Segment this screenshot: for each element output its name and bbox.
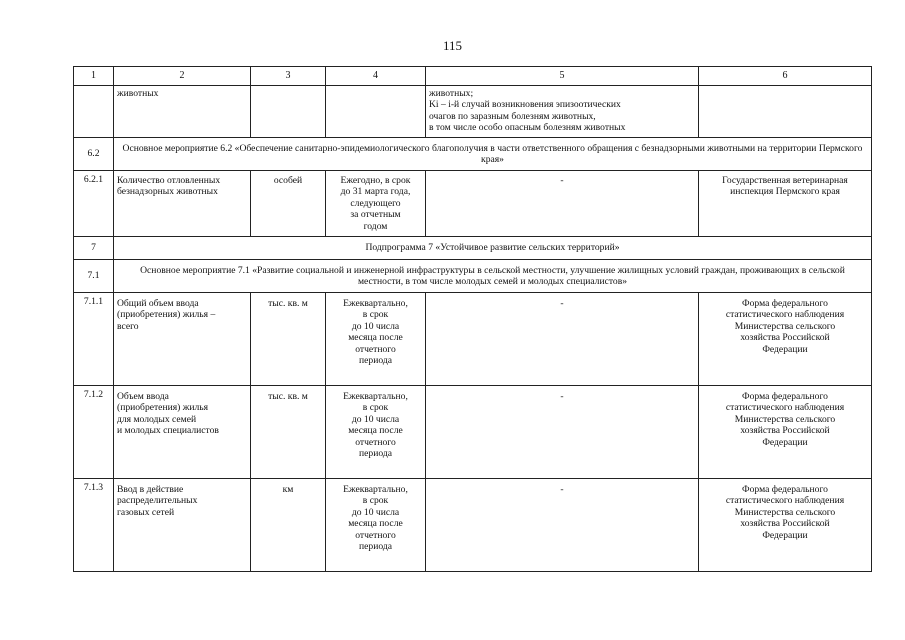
indicator-name bbox=[114, 293, 251, 386]
text-line: до 10 числа bbox=[351, 320, 400, 332]
text-line: для молодых семей bbox=[117, 413, 197, 425]
continuation-row bbox=[74, 86, 872, 138]
text-line: газовых сетей bbox=[117, 506, 175, 518]
text-line: периода bbox=[359, 355, 392, 367]
text-line: за отчетным bbox=[350, 209, 401, 221]
section-row-6-2 bbox=[74, 138, 872, 171]
text-line: в срок bbox=[362, 402, 389, 414]
text-line: статистического наблюдения bbox=[725, 309, 845, 321]
text-line: периода bbox=[359, 448, 392, 460]
header-cell-4: 4 bbox=[326, 67, 426, 86]
section-number: 7.1 bbox=[74, 260, 114, 293]
deadline bbox=[326, 479, 426, 572]
deadline bbox=[326, 293, 426, 386]
row-number: 7.1.3 bbox=[74, 479, 114, 572]
text-line: в срок bbox=[362, 495, 389, 507]
header-cell-6: 6 bbox=[699, 67, 872, 86]
calculation-method: - bbox=[426, 293, 699, 386]
subprogram-number: 7 bbox=[74, 237, 114, 260]
text-line: отчетного bbox=[355, 436, 396, 448]
data-source bbox=[699, 386, 872, 479]
text-line: Форма федерального bbox=[742, 484, 828, 495]
text-line: в том числе особо опасным болезням животных bbox=[429, 122, 626, 134]
text-line: Министерства сельского bbox=[734, 320, 836, 332]
text-line: следующего bbox=[350, 197, 401, 209]
text-line: Форма федерального bbox=[742, 298, 828, 309]
text-line: статистического наблюдения bbox=[725, 402, 845, 414]
text-line: до 10 числа bbox=[351, 506, 400, 518]
section-title: Основное мероприятие 7.1 «Развитие социальной и инженерной инфраструктуры в сельской местности, улучшение жилищных условий граждан, проживающих в сельской местности, в том числе молодых семей и молодых специалистов» bbox=[114, 260, 872, 293]
calculation-method: - bbox=[426, 386, 699, 479]
table-row-7-1-3 bbox=[74, 479, 872, 572]
text-line: Федерации bbox=[762, 343, 808, 355]
text-line: отчетного bbox=[355, 343, 396, 355]
continuation-name: животных bbox=[114, 86, 251, 138]
section-number: 6.2 bbox=[74, 138, 114, 171]
header-cell-1: 1 bbox=[74, 67, 114, 86]
unit: км bbox=[251, 479, 326, 572]
text-line: Ki – i-й случай возникновения эпизоотических bbox=[429, 99, 621, 111]
deadline bbox=[326, 386, 426, 479]
unit: тыс. кв. м bbox=[251, 386, 326, 479]
page-number: 115 bbox=[442, 38, 463, 53]
text-line: Ежегодно, в срок bbox=[340, 175, 411, 186]
text-line: до 31 марта года, bbox=[340, 186, 411, 198]
text-line: отчетного bbox=[355, 529, 396, 541]
text-line: месяца после bbox=[348, 425, 403, 437]
text-line: Министерства сельского bbox=[734, 413, 836, 425]
calculation-method: - bbox=[426, 479, 699, 572]
unit: тыс. кв. м bbox=[251, 293, 326, 386]
text-line: Форма федерального bbox=[742, 391, 828, 402]
indicator-name bbox=[114, 479, 251, 572]
text-line: и молодых специалистов bbox=[117, 425, 219, 437]
cell-empty bbox=[74, 86, 114, 138]
continuation-method bbox=[426, 86, 699, 138]
header-cell-5: 5 bbox=[426, 67, 699, 86]
data-source bbox=[699, 171, 872, 237]
text-line: (приобретения) жилья bbox=[117, 402, 209, 414]
table-row-7-1-1 bbox=[74, 293, 872, 386]
text-line: хозяйства Российской bbox=[740, 332, 830, 344]
unit: особей bbox=[251, 171, 326, 237]
text-line: Министерства сельского bbox=[734, 506, 836, 518]
header-cell-2: 2 bbox=[114, 67, 251, 86]
text-line: месяца после bbox=[348, 518, 403, 530]
cell-empty bbox=[251, 86, 326, 138]
section-row-7-1 bbox=[74, 260, 872, 293]
text-line: Общий объем ввода bbox=[117, 298, 199, 309]
text-line: Государственная ветеринарная bbox=[722, 175, 848, 186]
subprogram-row-7 bbox=[74, 237, 872, 260]
subprogram-title: Подпрограмма 7 «Устойчивое развитие сельских территорий» bbox=[114, 237, 872, 260]
data-source bbox=[699, 479, 872, 572]
text-line: Ввод в действие bbox=[117, 484, 184, 495]
text-line: Объем ввода bbox=[117, 391, 169, 402]
text-line: животных; bbox=[429, 88, 474, 99]
text-line: очагов по заразным болезням животных, bbox=[429, 110, 596, 122]
text-line: Ежеквартально, bbox=[343, 391, 408, 402]
row-number: 7.1.2 bbox=[74, 386, 114, 479]
data-source bbox=[699, 293, 872, 386]
text-line: Ежеквартально, bbox=[343, 484, 408, 495]
table-row-7-1-2 bbox=[74, 386, 872, 479]
text-line: месяца после bbox=[348, 332, 403, 344]
text-line: Федерации bbox=[762, 529, 808, 541]
calculation-method: - bbox=[426, 171, 699, 237]
text-line: распределительных bbox=[117, 495, 198, 507]
text-line: в срок bbox=[362, 309, 389, 321]
text-line: Ежеквартально, bbox=[343, 298, 408, 309]
indicators-table bbox=[73, 66, 872, 572]
text-line: статистического наблюдения bbox=[725, 495, 845, 507]
row-number: 6.2.1 bbox=[74, 171, 114, 237]
section-title: Основное мероприятие 6.2 «Обеспечение санитарно-эпидемиологического благополучия в части ответственного обращения с безнадзорными животными на территории Пермского края» bbox=[114, 138, 872, 171]
text-line: всего bbox=[117, 320, 139, 332]
row-number: 7.1.1 bbox=[74, 293, 114, 386]
text-line: хозяйства Российской bbox=[740, 425, 830, 437]
cell-empty bbox=[699, 86, 872, 138]
table-row-6-2-1 bbox=[74, 171, 872, 237]
deadline bbox=[326, 171, 426, 237]
text-line: инспекция Пермского края bbox=[730, 186, 840, 198]
header-cell-3: 3 bbox=[251, 67, 326, 86]
header-row bbox=[74, 67, 872, 86]
cell-empty bbox=[326, 86, 426, 138]
text-line: Федерации bbox=[762, 436, 808, 448]
indicator-name bbox=[114, 386, 251, 479]
text-line: (приобретения) жилья – bbox=[117, 309, 216, 321]
text-line: периода bbox=[359, 541, 392, 553]
text-line: до 10 числа bbox=[351, 413, 400, 425]
text-line: годом bbox=[363, 220, 388, 232]
text-line: хозяйства Российской bbox=[740, 518, 830, 530]
indicator-name: Количество отловленных безнадзорных животных bbox=[114, 171, 251, 237]
